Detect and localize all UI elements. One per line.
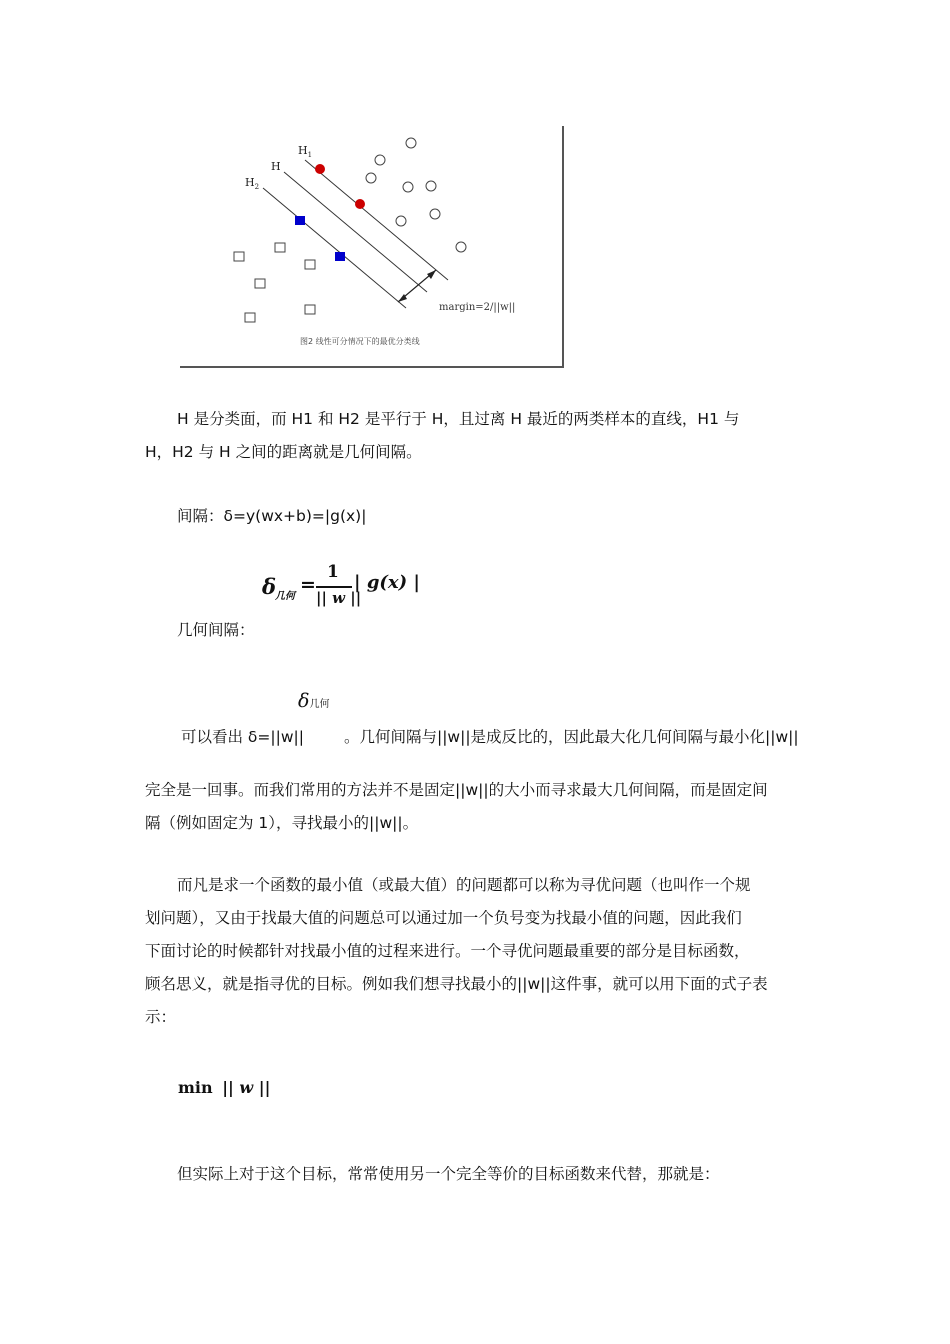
line-h2 xyxy=(263,188,406,308)
text-line: H，H2 与 H 之间的距离就是几何间隔。 xyxy=(145,443,422,461)
circle-point xyxy=(430,209,440,219)
paragraph-margin xyxy=(145,500,807,533)
inline-delta-symbol xyxy=(298,690,329,712)
label-h: H xyxy=(271,160,281,173)
margin-arrowhead-high xyxy=(427,270,436,279)
text-line: 几何间隔： xyxy=(177,621,255,639)
text-line: 下面讨论的时候都针对找最小值的过程来进行。一个寻优问题最重要的部分是目标函数， xyxy=(145,942,750,960)
text-line: 但实际上对于这个目标，常常使用另一个完全等价的目标函数来代替，那就是： xyxy=(177,1165,720,1183)
circle-point xyxy=(375,155,385,165)
formula-denominator: || w || xyxy=(316,589,362,607)
square-class-points xyxy=(234,243,315,322)
paragraph-inverse-relation-cont xyxy=(145,774,807,840)
formula-min-norm-w: || w || xyxy=(222,1078,271,1097)
square-point xyxy=(255,279,265,288)
text-line: 而凡是求一个函数的最小值（或最大值）的问题都可以称为寻优问题（也叫作一个规 xyxy=(177,876,751,894)
square-point xyxy=(305,305,315,314)
text-line: H 是分类面，而 H1 和 H2 是平行于 H，且过离 H 最近的两类样本的直线，H1 与 xyxy=(177,410,740,428)
formula-min: min xyxy=(178,1078,213,1097)
formula-numerator: 1 xyxy=(327,562,339,582)
square-point xyxy=(234,252,244,261)
support-vector-red xyxy=(355,199,365,209)
paragraph-geometric-margin-label xyxy=(145,614,807,647)
paragraph-inverse-relation xyxy=(145,721,807,754)
formula-delta-sub: 几何 xyxy=(275,591,295,602)
formula-delta: δ xyxy=(262,574,277,599)
inline-delta-sub: 几何 xyxy=(309,699,330,710)
figure-optimal-hyperplane xyxy=(180,124,564,368)
text-line: 顾名思义，就是指寻优的目标。例如我们想寻找最小的||w||这件事，就可以用下面的式子表 xyxy=(145,975,768,993)
text-line: 隔（例如固定为 1），寻找最小的||w||。 xyxy=(145,814,419,832)
formula-geometric-margin xyxy=(262,562,422,616)
formula-min-norm xyxy=(178,1078,270,1097)
text-line: 示： xyxy=(145,1008,177,1026)
margin-label: margin=2/||w|| xyxy=(439,302,516,313)
text-line: 间隔：δ=y(wx+b)=|g(x)| xyxy=(177,507,367,525)
text-segment: 。几何间隔与||w||是成反比的，因此最大化几何间隔与最小化||w|| xyxy=(343,728,799,746)
formula-fraction-bar xyxy=(316,586,352,588)
inline-delta: δ xyxy=(298,690,310,712)
paragraph-hyperplane xyxy=(145,403,807,469)
circle-point xyxy=(403,182,413,192)
circle-point xyxy=(366,173,376,183)
square-point xyxy=(245,313,255,322)
circle-point xyxy=(456,242,466,252)
circle-point xyxy=(406,138,416,148)
circle-class-points xyxy=(366,138,466,252)
text-line: 划问题），又由于找最大值的问题总可以通过加一个负号变为找最小值的问题，因此我们 xyxy=(145,909,742,927)
circle-point xyxy=(396,216,406,226)
figure-caption: 图2 线性可分情况下的最优分类线 xyxy=(300,337,420,346)
label-h2: $H_2$ xyxy=(245,176,260,191)
square-point xyxy=(275,243,285,252)
formula-equals: = xyxy=(300,574,316,596)
support-vector-red xyxy=(315,164,325,174)
text-segment: 可以看出 δ=||w|| xyxy=(181,728,304,746)
paragraph-equivalent-objective xyxy=(145,1158,807,1191)
support-vector-blue xyxy=(295,216,305,225)
text-line xyxy=(145,721,807,754)
support-vector-blue xyxy=(335,252,345,261)
svm-diagram xyxy=(180,124,564,368)
formula-gx: | g(x) | xyxy=(354,572,420,593)
circle-point xyxy=(426,181,436,191)
text-line: 完全是一回事。而我们常用的方法并不是固定||w||的大小而寻求最大几何间隔，而是固定间 xyxy=(145,781,768,799)
label-h1: $H_1$ xyxy=(298,144,313,159)
paragraph-optimization xyxy=(145,869,807,1034)
line-h xyxy=(284,172,427,292)
square-point xyxy=(305,260,315,269)
